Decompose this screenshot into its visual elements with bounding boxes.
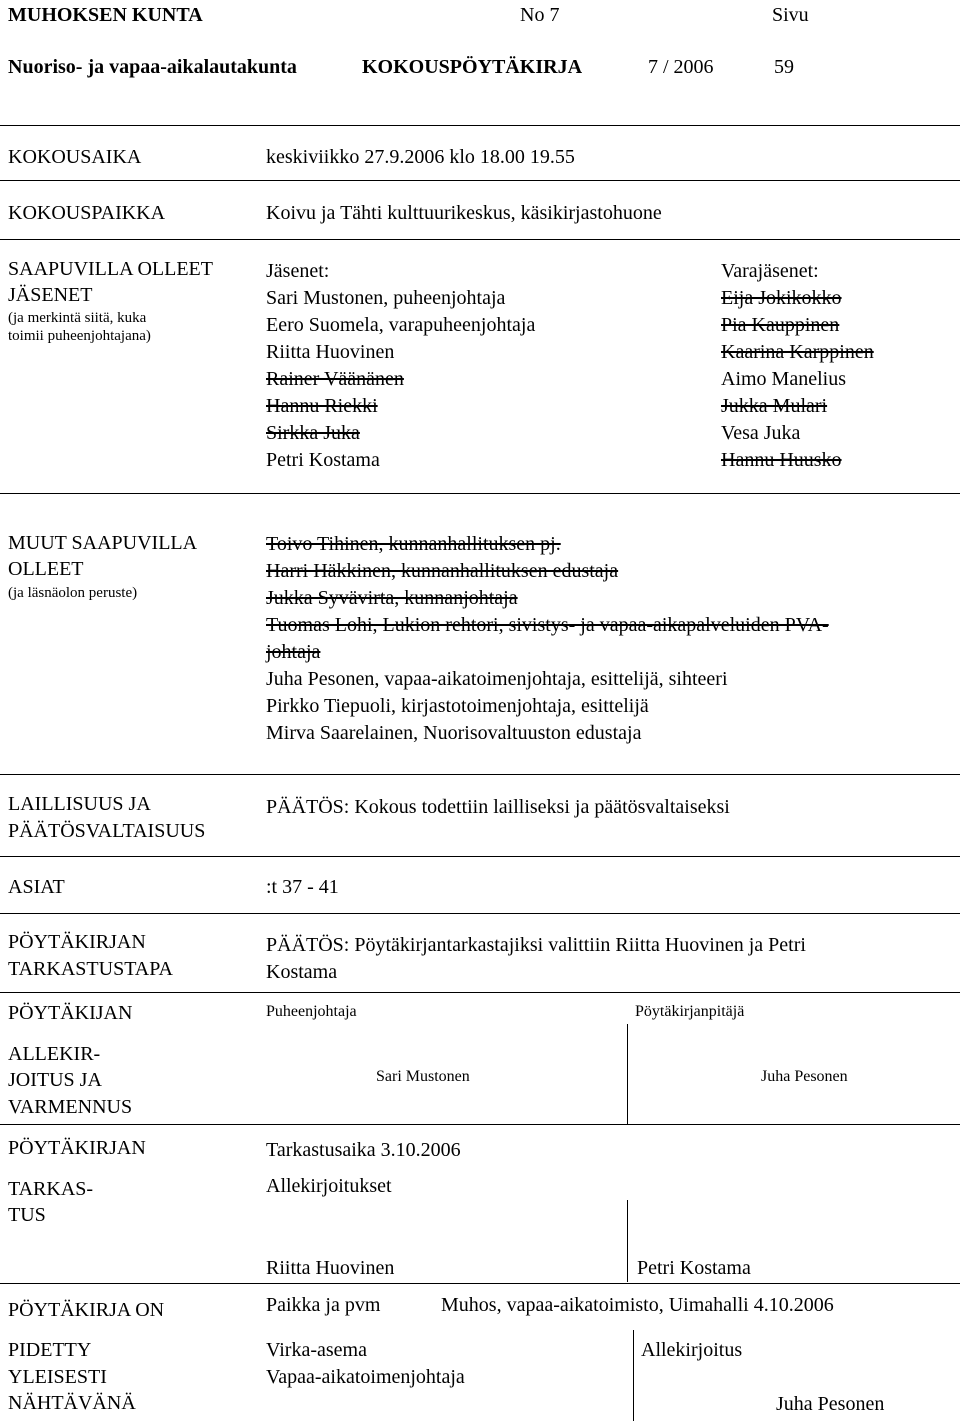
- list-item: johtaja: [266, 641, 321, 663]
- divider: [0, 913, 960, 914]
- meeting-time-label: KOKOUSAIKA: [8, 146, 142, 168]
- list-item: Vesa Juka: [721, 422, 801, 444]
- divider: [0, 180, 960, 181]
- others-note: (ja läsnäolon peruste): [8, 585, 138, 601]
- review-label: PÖYTÄKIRJAN: [8, 1137, 146, 1159]
- members-list: [266, 285, 535, 474]
- list-item: Pirkko Tiepuoli, kirjastotoimenjohtaja, esittelijä: [266, 695, 649, 717]
- members-label: JÄSENET: [8, 284, 93, 306]
- deputies-heading: Varajäsenet:: [721, 260, 819, 282]
- deputies-list: [721, 285, 874, 474]
- review-label: TARKAS-: [8, 1178, 94, 1200]
- page-label: Sivu: [772, 4, 809, 26]
- reviewer-name: Petri Kostama: [637, 1257, 751, 1279]
- reviewer-name: Riitta Huovinen: [266, 1257, 395, 1279]
- review-method-decision: Kostama: [266, 961, 338, 983]
- review-method-decision: PÄÄTÖS: Pöytäkirjantarkastajiksi valittiin Riitta Huovinen ja Petri: [266, 934, 806, 956]
- divider: [0, 774, 960, 775]
- document-type: KOKOUSPÖYTÄKIRJA: [362, 56, 583, 78]
- review-label: TUS: [8, 1204, 46, 1226]
- public-label: YLEISESTI: [8, 1366, 107, 1388]
- signing-label: JOITUS JA: [8, 1069, 102, 1091]
- list-item: Sari Mustonen, puheenjohtaja: [266, 287, 506, 309]
- document-number: 7 / 2006: [648, 56, 714, 78]
- chair-name: Sari Mustonen: [376, 1068, 470, 1085]
- list-item: Pia Kauppinen: [721, 314, 840, 336]
- list-item: Eija Jokikokko: [721, 287, 842, 309]
- signature-divider: [627, 1024, 628, 1124]
- chair-role: Puheenjohtaja: [266, 1003, 357, 1020]
- review-method-label: TARKASTUSTAPA: [8, 958, 173, 980]
- others-label: OLLEET: [8, 558, 84, 580]
- list-item: Toivo Tihinen, kunnanhallituksen pj.: [266, 533, 561, 555]
- list-item: Aimo Manelius: [721, 368, 846, 390]
- divider: [0, 856, 960, 857]
- legality-label: PÄÄTÖSVALTAISUUS: [8, 820, 206, 842]
- page-number: 59: [774, 56, 794, 78]
- meeting-place-label: KOKOUSPAIKKA: [8, 202, 166, 224]
- list-item: Rainer Väänänen: [266, 368, 404, 390]
- review-method-label: PÖYTÄKIRJAN: [8, 931, 146, 953]
- place-value: Muhos, vapaa-aikatoimisto, Uimahalli 4.10.2006: [441, 1294, 834, 1316]
- public-label: PIDETTY: [8, 1339, 92, 1361]
- document-no: No 7: [520, 4, 560, 26]
- matters-label: ASIAT: [8, 876, 65, 898]
- matters-value: :t 37 - 41: [266, 876, 339, 898]
- list-item: Petri Kostama: [266, 449, 380, 471]
- list-item: Hannu Huusko: [721, 449, 842, 471]
- list-item: Riitta Huovinen: [266, 341, 395, 363]
- members-note: (ja merkintä siitä, kuka: [8, 310, 147, 326]
- divider: [0, 239, 960, 240]
- divider: [0, 125, 960, 126]
- list-item: Jukka Syvävirta, kunnanjohtaja: [266, 587, 518, 609]
- list-item: Kaarina Karppinen: [721, 341, 874, 363]
- list-item: Hannu Riekki: [266, 395, 378, 417]
- legality-decision: PÄÄTÖS: Kokous todettiin lailliseksi ja päätösvaltaiseksi: [266, 796, 730, 818]
- signing-label: PÖYTÄKIJAN: [8, 1002, 133, 1024]
- divider: [0, 1283, 960, 1284]
- public-label: NÄHTÄVÄNÄ: [8, 1392, 136, 1414]
- municipality-name: MUHOKSEN KUNTA: [8, 4, 203, 26]
- board-name: Nuoriso- ja vapaa-aikalautakunta: [8, 56, 297, 78]
- signature-label: Allekirjoitus: [641, 1339, 743, 1361]
- meeting-time-value: keskiviikko 27.9.2006 klo 18.00 19.55: [266, 146, 575, 168]
- list-item: Mirva Saarelainen, Nuorisovaltuuston edustaja: [266, 722, 642, 744]
- signing-label: VARMENNUS: [8, 1096, 133, 1118]
- signer-name: Juha Pesonen: [776, 1393, 885, 1415]
- list-item: Harri Häkkinen, kunnanhallituksen edustaja: [266, 560, 619, 582]
- signing-label: ALLEKIR-: [8, 1043, 101, 1065]
- place-label: Paikka ja pvm: [266, 1294, 381, 1316]
- divider: [0, 1124, 960, 1125]
- meeting-place-value: Koivu ja Tähti kulttuurikeskus, käsikirjastohuone: [266, 202, 662, 224]
- review-time: Tarkastusaika 3.10.2006: [266, 1139, 461, 1161]
- list-item: Eero Suomela, varapuheenjohtaja: [266, 314, 536, 336]
- divider: [0, 992, 960, 993]
- members-heading: Jäsenet:: [266, 260, 330, 282]
- list-item: Juha Pesonen, vapaa-aikatoimenjohtaja, esittelijä, sihteeri: [266, 668, 728, 690]
- divider: [0, 493, 960, 494]
- position-value: Vapaa-aikatoimenjohtaja: [266, 1366, 465, 1388]
- legality-label: LAILLISUUS JA: [8, 793, 151, 815]
- signature-divider: [633, 1330, 634, 1421]
- list-item: Sirkka Juka: [266, 422, 360, 444]
- others-label: MUUT SAAPUVILLA: [8, 532, 198, 554]
- members-label: SAAPUVILLA OLLEET: [8, 258, 213, 280]
- list-item: Jukka Mulari: [721, 395, 828, 417]
- signature-divider: [627, 1200, 628, 1282]
- members-note: toimii puheenjohtajana): [8, 328, 151, 344]
- secretary-role: Pöytäkirjanpitäjä: [635, 1003, 745, 1020]
- signatures-label: Allekirjoitukset: [266, 1175, 392, 1197]
- others-list: [266, 531, 829, 747]
- public-label: PÖYTÄKIRJA ON: [8, 1299, 165, 1321]
- list-item: Tuomas Lohi, Lukion rehtori, sivistys- ja vapaa-aikapalveluiden PVA-: [266, 614, 829, 636]
- position-label: Virka-asema: [266, 1339, 367, 1361]
- secretary-name: Juha Pesonen: [761, 1068, 848, 1085]
